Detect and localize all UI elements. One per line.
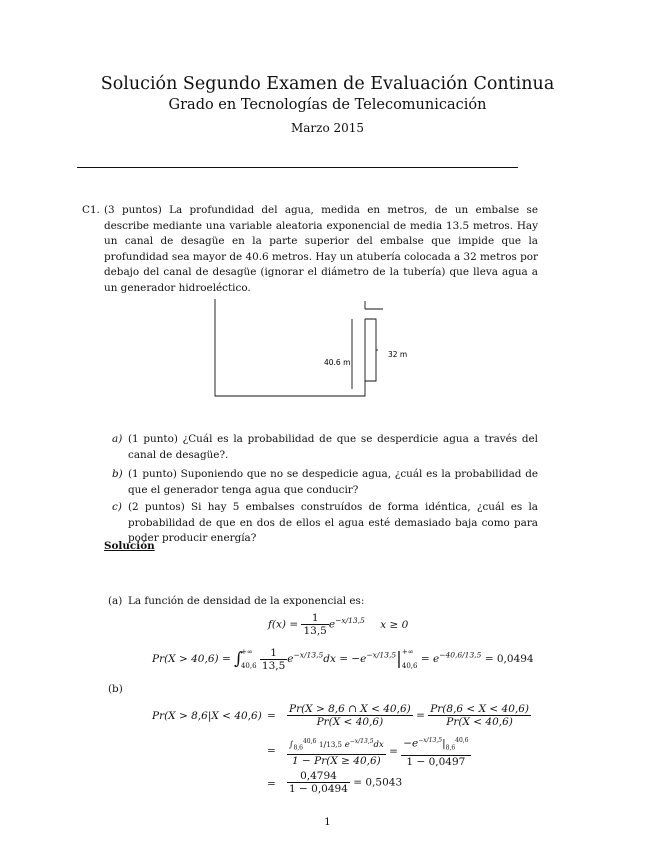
fraction-numerator: 0,4794 <box>287 770 350 783</box>
item-label: c) <box>112 501 122 513</box>
fraction-denominator: 1 − 0,0494 <box>289 783 348 795</box>
fraction-denominator: 13,5 <box>261 659 286 672</box>
result-exp: −40,6/13,5 <box>439 650 482 660</box>
question-text: (3 puntos) La profundidad del agua, medida en metros, de un embalse se describe mediante una variable aleatoria exponencial de media 13.5 metros. Hay un canal de desagüe en la parte superior del embalse que impide que la profundidad sea mayor de 40.6 metros. Hay un atubería colocada a 32 metros por debajo del canal de desagüe (ignorar el diámetro de la tubería) que lleva agua a un generador hidroeléctico. <box>104 204 538 294</box>
pipe-bracket <box>365 319 376 381</box>
conditional-line-3 <box>287 770 402 795</box>
integral-upper: 40,6 <box>302 737 317 745</box>
conditional-lhs: Pr(X > 8,6|X < 40,6) <box>152 710 262 722</box>
inner-denominator: 13,5 <box>326 740 342 749</box>
differential: dx <box>373 739 384 750</box>
exp-power: −x/13,5 <box>335 616 365 625</box>
fraction-denominator: 13,5 <box>303 625 327 637</box>
fraction <box>428 703 531 728</box>
density-equation <box>268 612 408 637</box>
question-number: C1. <box>82 204 100 216</box>
part-a-label: (a) <box>108 595 123 607</box>
reservoir-diagram <box>200 295 430 405</box>
page-subtitle: Grado en Tecnologías de Telecomunicación <box>168 97 487 113</box>
result-base: = e <box>420 653 440 665</box>
item-text: (1 punto) Suponiendo que no se despedicie agua, ¿cuál es la probabilidad de que el generador tenga agua que conducir? <box>128 468 538 496</box>
conditional-line-1: $\frac{Pr(X > 8,6 \cap X < 40,6)}{Pr(X < 40,6)}$ = $\frac{Pr(8,6 < X < 40,6)}{Pr(X < 40,6)}$ <box>289 703 529 728</box>
evaluation-bar-icon: | <box>396 649 402 669</box>
fraction-numerator: $-e^{-x/13,5}|_{8,6}^{40,6}$ <box>401 735 470 756</box>
density-fraction <box>301 612 328 637</box>
eval-lower: 8,6 <box>445 744 456 752</box>
exam-date: Marzo 2015 <box>290 121 365 135</box>
solution-heading: Solución <box>104 540 155 552</box>
antiderivative-exp: −x/13,5 <box>418 737 443 744</box>
fraction-denominator: 1 − 0,0497 <box>406 755 466 768</box>
density-condition: x ≥ 0 <box>380 618 409 631</box>
antiderivative: −e <box>351 653 367 665</box>
integral-lower: 40,6 <box>240 662 257 670</box>
fraction-numerator: 1 <box>260 647 287 660</box>
fraction-numerator: Pr(X > 8,6 ∩ X < 40,6) <box>289 703 411 715</box>
fraction <box>287 703 413 728</box>
tail-probability-equation <box>152 645 534 673</box>
fraction-denominator: 1 − Pr(X ≥ 40,6) <box>292 755 381 768</box>
integral-upper: +∞ <box>240 648 253 656</box>
fraction-numerator: Pr(8,6 < X < 40,6) <box>430 703 529 715</box>
page-number: 1 <box>324 816 331 828</box>
pipe-label: 32 m <box>388 350 408 359</box>
prob-lhs: Pr(X > 40,6) = <box>152 653 231 665</box>
fraction-numerator: $\int_{8,6}^{40,6}$ 1/13,5 $e^{-x/13,5}dx$ <box>287 736 386 756</box>
integrand-base: e <box>287 653 294 665</box>
fraction-denominator: Pr(X < 40,6) <box>446 716 513 728</box>
item-label: a) <box>112 433 123 445</box>
fraction <box>401 735 470 768</box>
antiderivative-exp: −x/13,5 <box>366 650 397 660</box>
equals-sign: = <box>267 710 276 722</box>
part-a-intro: La función de densidad de la exponencial es: <box>128 595 365 607</box>
prob-fraction <box>260 647 287 672</box>
fraction <box>287 736 386 768</box>
integrand-exp: −x/13,5 <box>293 650 324 660</box>
item-text: (2 puntos) Si hay 5 embalses construídos de forma idéntica, ¿cuál es la probabilidad de que en dos de ellos el agua esté demasiado baja como para poder producir energía? <box>128 501 538 544</box>
item-label: b) <box>112 468 123 480</box>
item-text: (1 punto) ¿Cuál es la probabilidad de que se desperdicie agua a través del canal de desagüe?. <box>128 433 538 461</box>
header-rule <box>77 167 518 168</box>
reservoir-outline <box>215 299 365 396</box>
conditional-line-2: $\frac{\int_{8,6}^{40,6} 1/13,5 e^{-x/13,5}dx}{1 - Pr(X \ge 40,6)}$ = $\frac{-e^{-x/13,5}|_{8,6}^{40,6}}{1 - 0,0497}$ <box>289 737 469 768</box>
differential: dx = <box>323 653 349 665</box>
inner-exp: −x/13,5 <box>349 737 374 745</box>
equals-sign: = <box>267 745 276 757</box>
fraction <box>287 770 350 795</box>
eval-upper: +∞ <box>401 648 414 656</box>
eval-upper: 40,6 <box>455 737 469 744</box>
page-title: Solución Segundo Examen de Evaluación Continua <box>100 74 555 94</box>
integral-sign-icon: ∫ <box>234 649 243 669</box>
result-value: = 0,0494 <box>484 653 534 665</box>
exp-base: e <box>328 618 336 631</box>
part-b-label: (b) <box>108 683 123 695</box>
integral-lower: 8,6 <box>293 744 303 752</box>
inner-numerator: 1 <box>319 740 324 749</box>
density-lhs: f(x) = <box>268 618 299 631</box>
equals-sign: = <box>267 778 276 790</box>
result-value: = 0,5043 <box>353 776 403 789</box>
fraction-denominator: Pr(X < 40,6) <box>316 716 384 728</box>
fraction-numerator: 1 <box>301 612 328 625</box>
depth-label: 40.6 m <box>324 358 351 367</box>
eval-lower: 40,6 <box>401 662 418 670</box>
antiderivative: −e <box>403 737 419 750</box>
